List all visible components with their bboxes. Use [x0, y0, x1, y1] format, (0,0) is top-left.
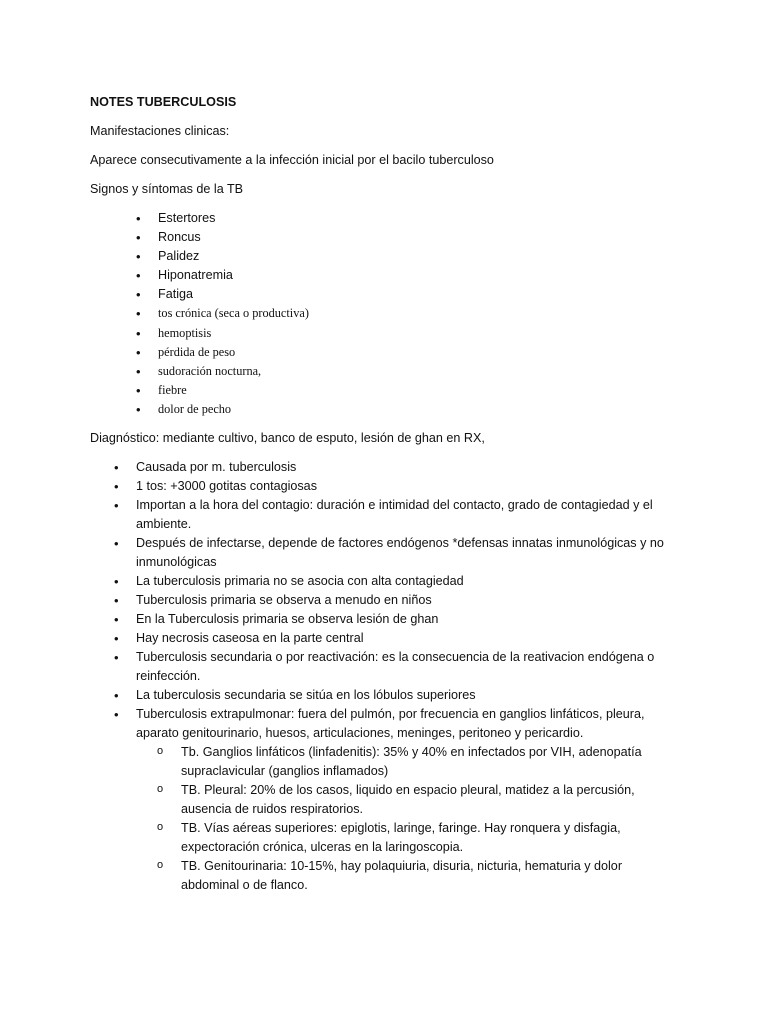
list-item: • pérdida de peso [158, 343, 309, 362]
list-item: o TB. Pleural: 20% de los casos, liquido en espacio pleural, matidez a la percusión, ausencia de ruidos respiratorios. [181, 781, 651, 819]
list-item: • dolor de pecho [158, 400, 309, 419]
list-item: • La tuberculosis secundaria se sitúa en los lóbulos superiores [136, 686, 676, 705]
list-item: • Tuberculosis extrapulmonar: fuera del pulmón, por frecuencia en ganglios linfáticos, pleura, aparato genitourinario, huesos, articulaciones, meninges, peritoneo y pericardio. [136, 705, 676, 743]
sublist-container [136, 743, 676, 895]
list-item: • Después de infectarse, depende de factores endógenos *defensas innatas inmunológicas y no inmunológicas [136, 534, 676, 572]
paragraph-aparece: Aparece consecutivamente a la infección inicial por el bacilo tuberculoso [90, 153, 494, 167]
list-item: • fiebre [158, 381, 309, 400]
list-item: • Tuberculosis secundaria o por reactivación: es la consecuencia de la reativacion endógena o reinfección. [136, 648, 676, 686]
list-item: • tos crónica (seca o productiva) [158, 304, 309, 323]
symptoms-list [158, 209, 309, 419]
heading-manifestaciones: Manifestaciones clinicas: [90, 124, 230, 138]
list-item: • Hay necrosis caseosa en la parte central [136, 629, 676, 648]
list-item: • La tuberculosis primaria no se asocia con alta contagiedad [136, 572, 676, 591]
list-item: • Estertores [158, 209, 309, 228]
list-item: • Fatiga [158, 285, 309, 304]
list-item: o Tb. Ganglios linfáticos (linfadenitis): 35% y 40% en infectados por VIH, adenopatía supraclavicular (ganglios inflamados) [181, 743, 651, 781]
list-item: o TB. Vías aéreas superiores: epiglotis, laringe, faringe. Hay ronquera y disfagia, expectoración crónica, ulceras en la laringoscopia. [181, 819, 651, 857]
list-item: • Roncus [158, 228, 309, 247]
list-item: • hemoptisis [158, 324, 309, 343]
heading-signos: Signos y síntomas de la TB [90, 182, 244, 196]
list-item: o TB. Genitourinaria: 10-15%, hay polaquiuria, disuria, nicturia, hematuria y dolor abdominal o de flanco. [181, 857, 651, 895]
list-item: • Tuberculosis primaria se observa a menudo en niños [136, 591, 676, 610]
list-item: • Palidez [158, 247, 309, 266]
paragraph-diagnostico: Diagnóstico: mediante cultivo, banco de esputo, lesión de ghan en RX, [90, 431, 485, 445]
list-item: • sudoración nocturna, [158, 362, 309, 381]
doc-title: NOTES TUBERCULOSIS [90, 95, 237, 109]
list-item: • Causada por m. tuberculosis [136, 458, 676, 477]
list-item: • En la Tuberculosis primaria se observa lesión de ghan [136, 610, 676, 629]
subpoints-list [181, 743, 651, 895]
list-item: • Hiponatremia [158, 266, 309, 285]
points-list [136, 458, 676, 895]
list-item: • Importan a la hora del contagio: duración e intimidad del contacto, grado de contagiedad y el ambiente. [136, 496, 676, 534]
list-item: • 1 tos: +3000 gotitas contagiosas [136, 477, 676, 496]
